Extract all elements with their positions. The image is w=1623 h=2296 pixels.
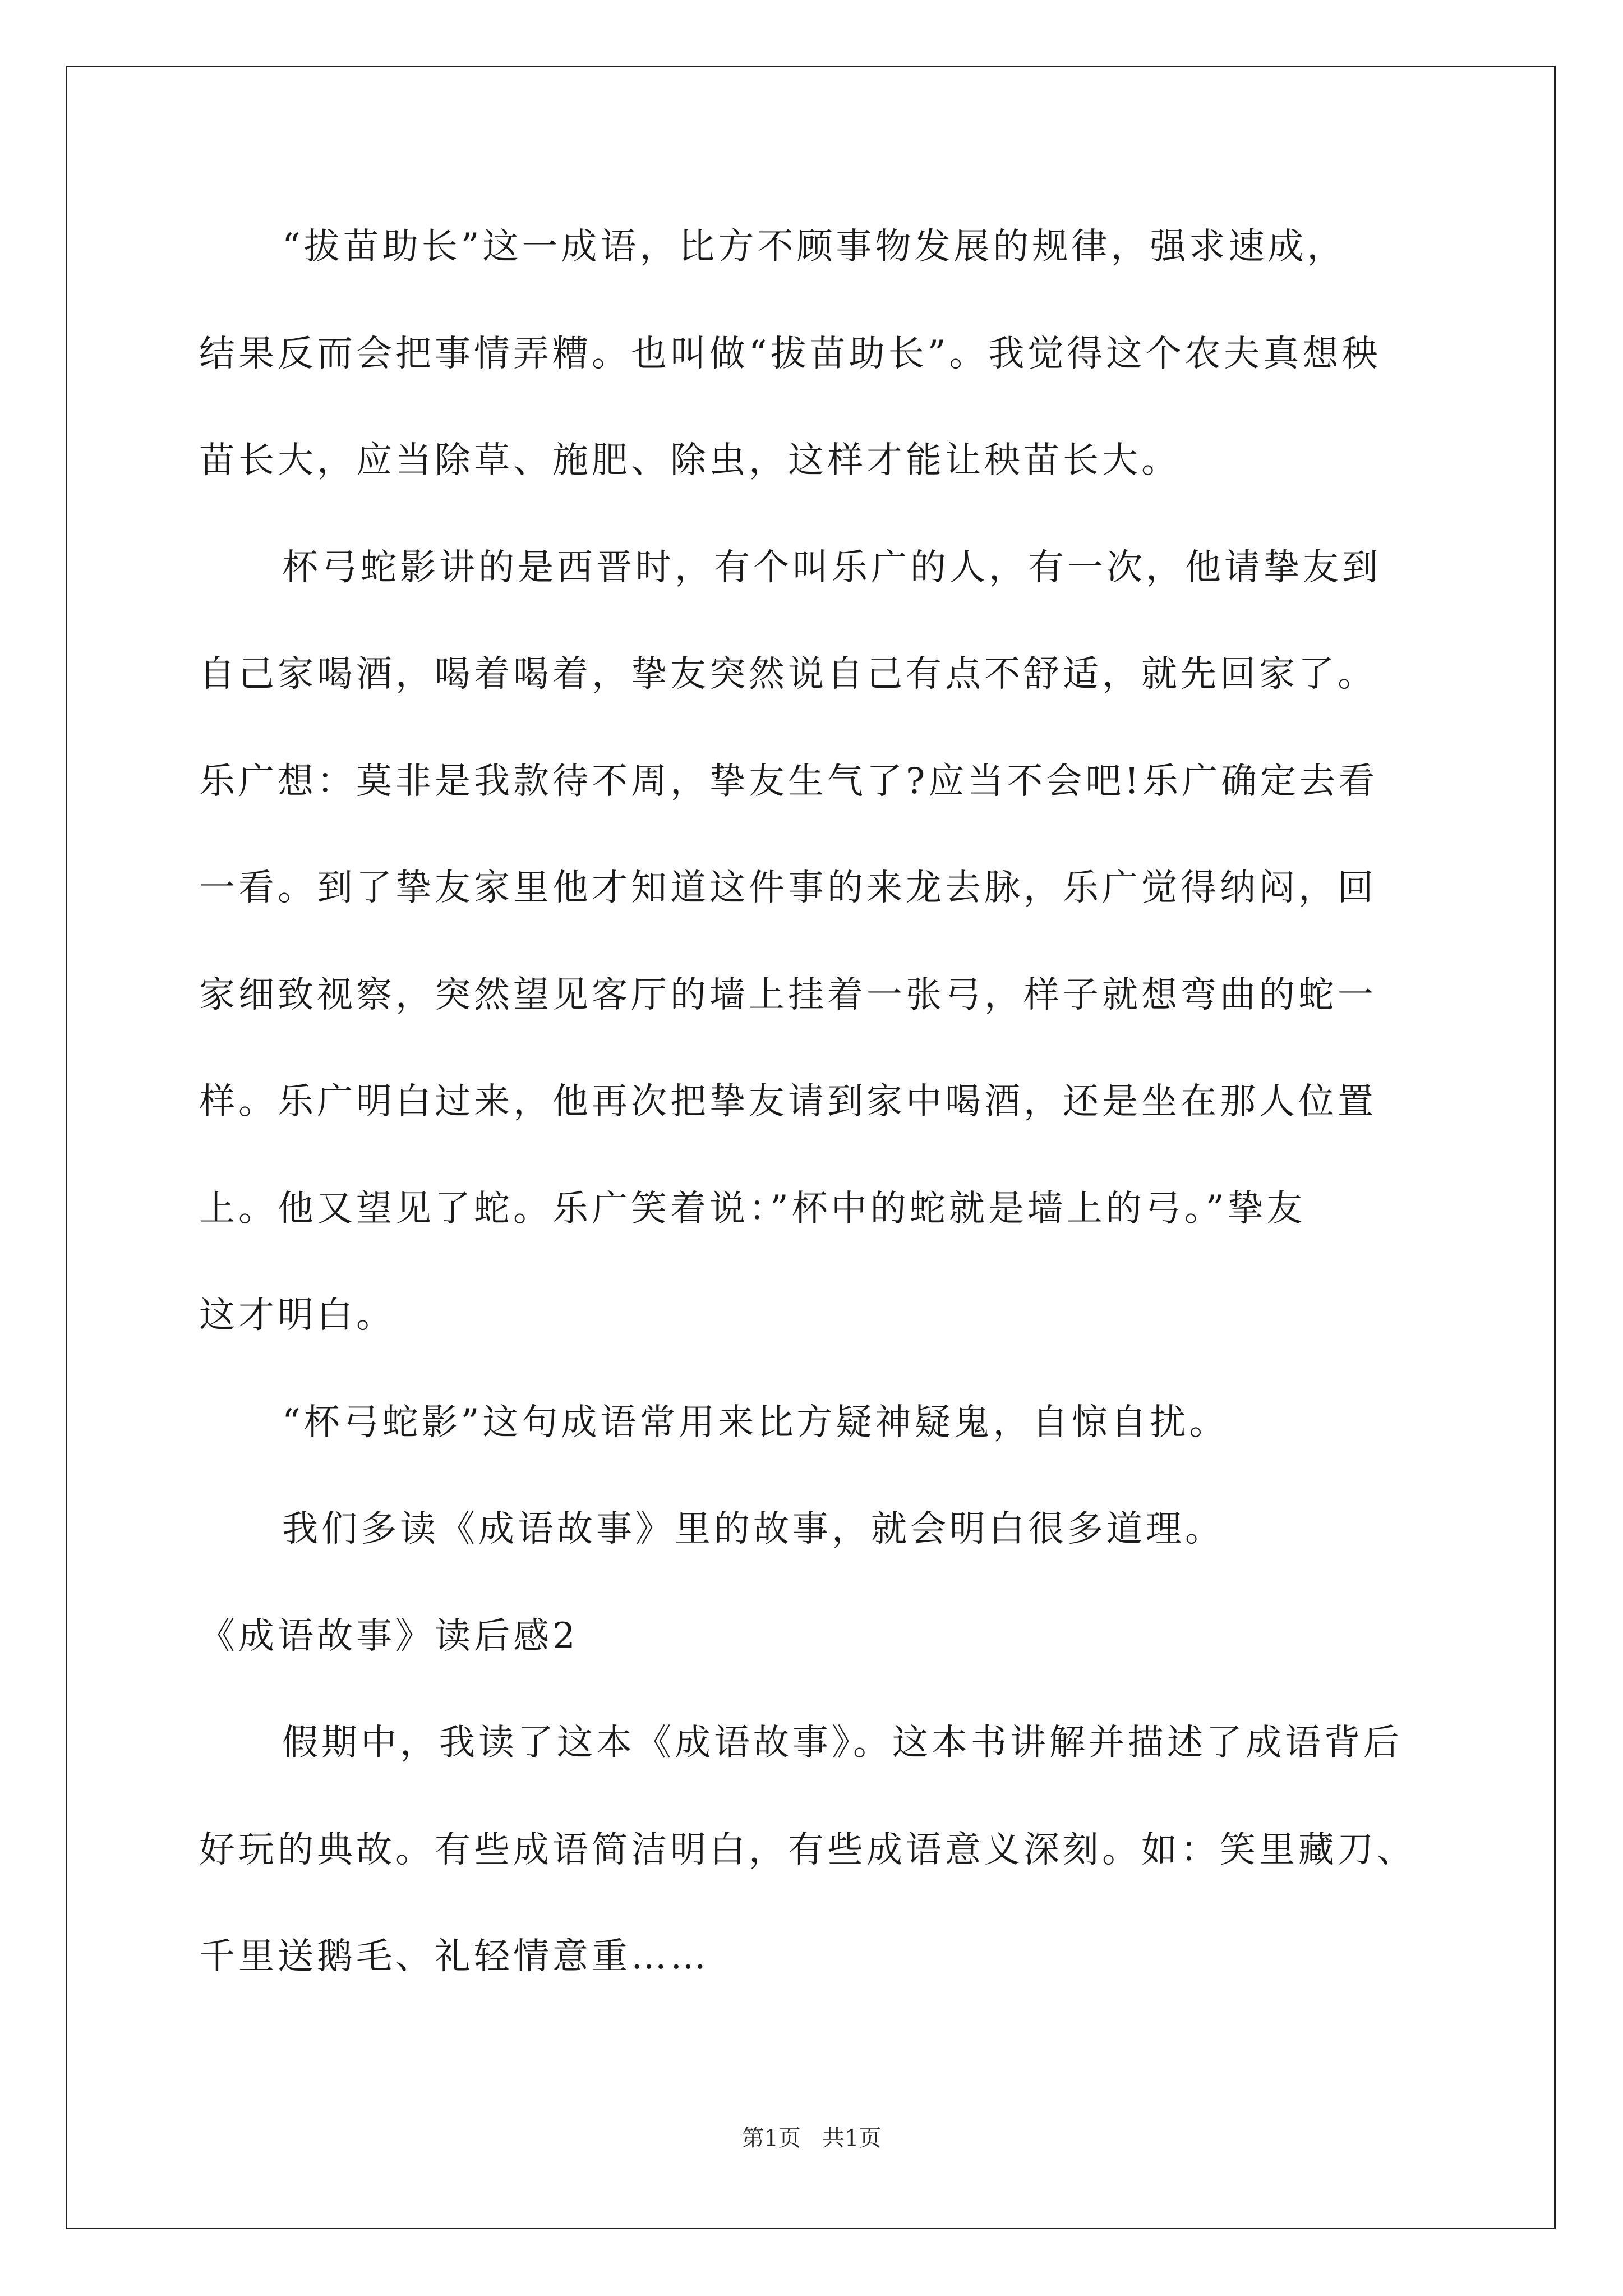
- text-line: 好玩的典故。有些成语简洁明白，有些成语意义深刻。如：笑里藏刀、: [199, 1829, 1416, 1871]
- paragraph-beigong-meaning: [199, 1369, 1450, 1476]
- text-line: 这才明白。: [199, 1295, 395, 1336]
- paragraph-conclusion: [199, 1476, 1450, 1583]
- page-number-footer: 第1页 共1页: [741, 2125, 882, 2151]
- text-line: 假期中，我读了这本《成语故事》。这本书讲解并描述了成语背后: [282, 1722, 1403, 1764]
- document-body: [199, 194, 1450, 2010]
- text-line: 一看。到了挚友家里他才知道这件事的来龙去脉，乐广觉得纳闷，回: [199, 867, 1377, 909]
- text-line: 家细致视察，突然望见客厅的墙上挂着一张弓，样子就想弯曲的蛇一: [199, 974, 1377, 1016]
- paragraph-beigong-story: [199, 514, 1450, 1369]
- text-line: 乐广想：莫非是我款待不周，挚友生气了?应当不会吧!乐广确定去看: [199, 760, 1378, 802]
- text-line: 自己家喝酒，喝着喝着，挚友突然说自己有点不舒适，就先回家了。: [199, 654, 1377, 695]
- paragraph-reading-notes: [199, 1690, 1450, 2010]
- section-heading: 《成语故事》读后感2: [199, 1615, 579, 1657]
- text-line: 苗长大，应当除草、施肥、除虫，这样才能让秧苗长大。: [199, 440, 1181, 481]
- text-line: 上。他又望见了蛇。乐广笑着说：”杯中的蛇就是墙上的弓。”挚友: [199, 1188, 1306, 1230]
- text-line: 结果反而会把事情弄糟。也叫做“拔苗助长”。我觉得这个农夫真想秧: [199, 333, 1381, 375]
- text-line: “杯弓蛇影”这句成语常用来比方疑神疑鬼，自惊自扰。: [282, 1401, 1229, 1443]
- paragraph-bamiao: [199, 194, 1450, 514]
- text-line: 样。乐广明白过来，他再次把挚友请到家中喝酒，还是坐在那人位置: [199, 1081, 1377, 1122]
- text-line: 我们多读《成语故事》里的故事，就会明白很多道理。: [282, 1508, 1224, 1550]
- text-line: 杯弓蛇影讲的是西晋时，有个叫乐广的人，有一次，他请挚友到: [282, 546, 1381, 588]
- text-line: 千里送鹅毛、礼轻情意重……: [199, 1936, 709, 1977]
- text-line: “拔苗助长”这一成语，比方不顾事物发展的规律，强求速成，: [282, 226, 1347, 268]
